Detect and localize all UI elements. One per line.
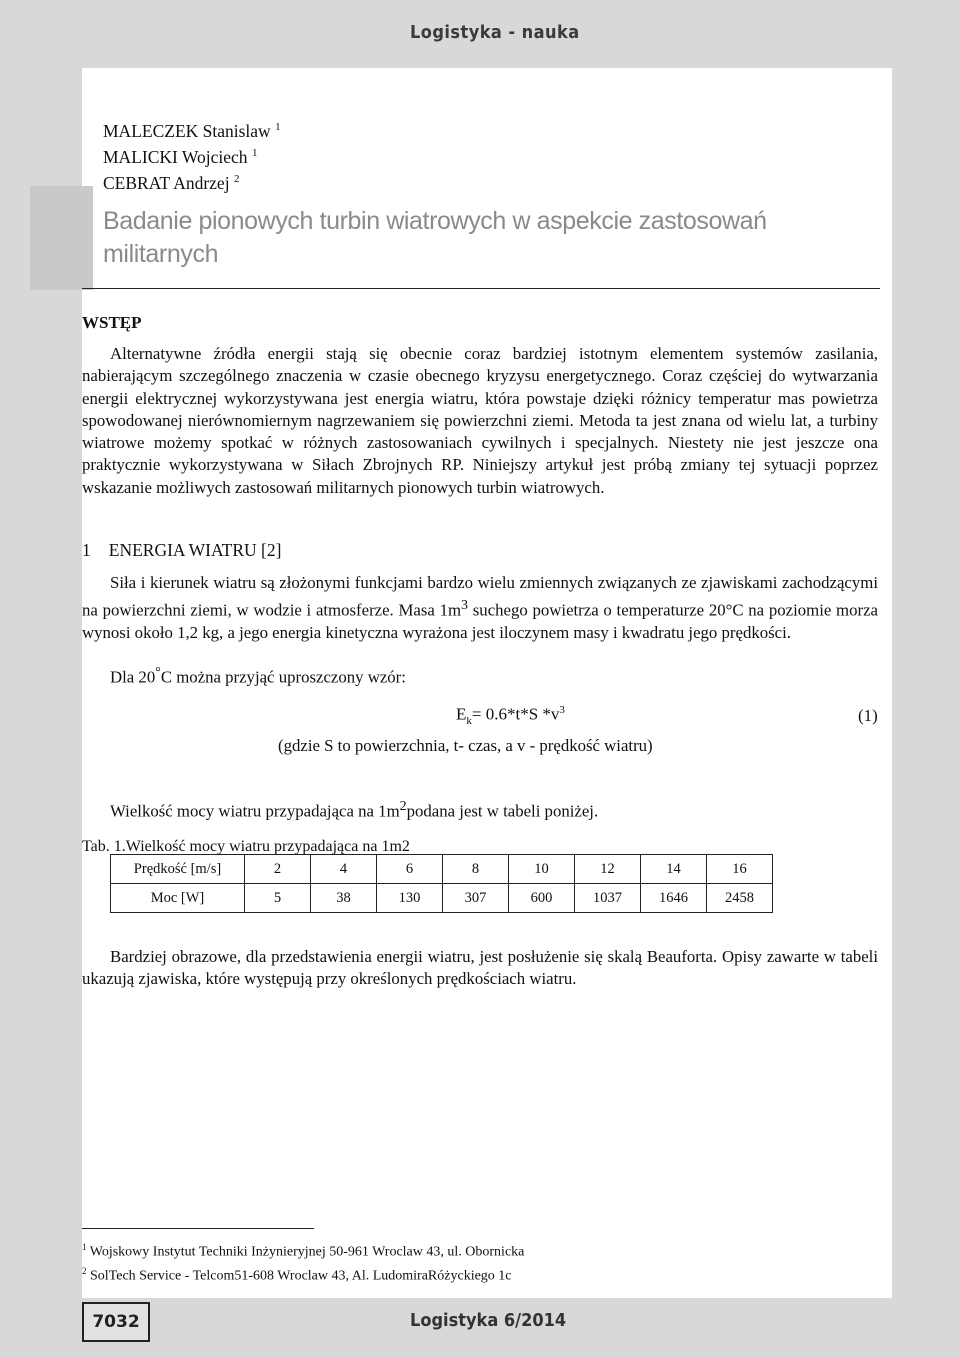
page-number: 7032 bbox=[82, 1302, 150, 1342]
table-cell: Prędkość [m/s] bbox=[111, 855, 245, 884]
table-cell: 4 bbox=[311, 855, 377, 884]
table-cell: 14 bbox=[641, 855, 707, 884]
intro-paragraph: Alternatywne źródła energii stają się obecnie coraz bardziej istotnym elementem systemów zasilania, nabierającym szczególnego znaczenia w czasie obecnego kryzysu energetycznego. Coraz częściej do wytwarzania energii elektrycznej wykorzystywana jest energia wiatru, która powstaje dzięki różnicy temperatur mas powietrza spowodowanej nierównomiernym nagrzewaniem się powierzchni ziemi. Metoda ta jest znana od wielu lat, a turbiny wiatrowe możemy spotkać w różnych zastosowaniach cywilnych i specjalnych. Niestety nie jest jeszcze ona praktycznie wykorzystywana w Siłach Zbrojnych RP. Niniejszy artykuł jest próbą zmiany tej sytuacji poprzez wskazanie możliwych zastosowań militarnych pionowych turbin wiatrowych. bbox=[82, 344, 878, 497]
table-cell: 2 bbox=[245, 855, 311, 884]
formula-intro: Dla 20°C można przyjąć uproszczony wzór: bbox=[110, 665, 406, 687]
table-cell: 8 bbox=[443, 855, 509, 884]
intro-heading: WSTĘP bbox=[82, 313, 142, 332]
formula-number: (1) bbox=[858, 706, 878, 725]
footnote-1: $^1$ Wojskowy Instytut Techniki Inżynieryjnej 50-961 Wroclaw 43, ul. Obornicka bbox=[82, 1242, 525, 1260]
wind-power-table bbox=[110, 854, 773, 913]
table-cell: 1646 bbox=[641, 884, 707, 913]
section-number: 1 bbox=[82, 540, 91, 560]
table-row bbox=[111, 884, 773, 913]
formula-note: (gdzie S to powierzchnia, t- czas, a v - prędkość wiatru) bbox=[278, 736, 653, 755]
table-cell: 307 bbox=[443, 884, 509, 913]
wind-paragraph: Siła i kierunek wiatru są złożonymi funkcjami bardzo wielu zmiennych związanych ze zjawiskami zachodzącymi na powierzchni ziemi, w wodzie i atmosferze. Masa $1m^3$ suchego powietrza o temperaturze 20°C na poziomie morza wynosi około 1,2 kg, a jego energia kinetyczna wyrażona jest iloczynem masy i kwadratu jego prędkości. bbox=[82, 573, 878, 642]
table-cell: 1037 bbox=[575, 884, 641, 913]
table-cell: 6 bbox=[377, 855, 443, 884]
table-cell: 600 bbox=[509, 884, 575, 913]
table-cell: 2458 bbox=[707, 884, 773, 913]
title-accent-block bbox=[30, 186, 93, 290]
author-1: MALECZEK Stanislaw $^1$ bbox=[103, 120, 281, 141]
section-header: Logistyka - nauka bbox=[410, 22, 580, 43]
table-cell: Moc [W] bbox=[111, 884, 245, 913]
formula: $E_k= 0.6*t*S$ $*v^3$ bbox=[456, 704, 565, 728]
title-divider bbox=[82, 288, 880, 289]
footnote-divider bbox=[82, 1228, 314, 1229]
table-cell: 10 bbox=[509, 855, 575, 884]
table-cell: 38 bbox=[311, 884, 377, 913]
footnote-2: $^2$ SolTech Service - Telcom51-608 Wroclaw 43, Al. LudomiraRóżyckiego 1c bbox=[82, 1265, 512, 1284]
author-list bbox=[103, 116, 281, 193]
table-cell: 12 bbox=[575, 855, 641, 884]
table-intro: Wielkość mocy wiatru przypadająca na $1m^2podana$ jest w tabeli poniżej. bbox=[110, 799, 599, 821]
footnotes bbox=[82, 1238, 524, 1285]
table-cell: 5 bbox=[245, 884, 311, 913]
article-title: Badanie pionowych turbin wiatrowych w aspekcie zastosowań militarnych bbox=[103, 207, 767, 268]
author-3: CEBRAT Andrzej $^2$ bbox=[103, 172, 240, 193]
table-row bbox=[111, 855, 773, 884]
beaufort-paragraph: Bardziej obrazowe, dla przedstawienia energii wiatru, jest posłużenie się skalą Beauforta. Opisy zawarte w tabeli ukazują zjawiska, które występują przy określonych prędkościach wiatru. bbox=[82, 947, 878, 989]
section-1-heading bbox=[82, 540, 299, 561]
section-title: ENERGIA WIATRU [2] bbox=[108, 540, 282, 560]
journal-footer: Logistyka 6/2014 bbox=[410, 1310, 567, 1331]
table-cell: 16 bbox=[707, 855, 773, 884]
author-2: MALICKI Wojciech $^1$ bbox=[103, 146, 258, 167]
table-caption: Tab. 1.Wielkość mocy wiatru przypadająca na 1m2 bbox=[82, 838, 410, 855]
table-cell: 130 bbox=[377, 884, 443, 913]
